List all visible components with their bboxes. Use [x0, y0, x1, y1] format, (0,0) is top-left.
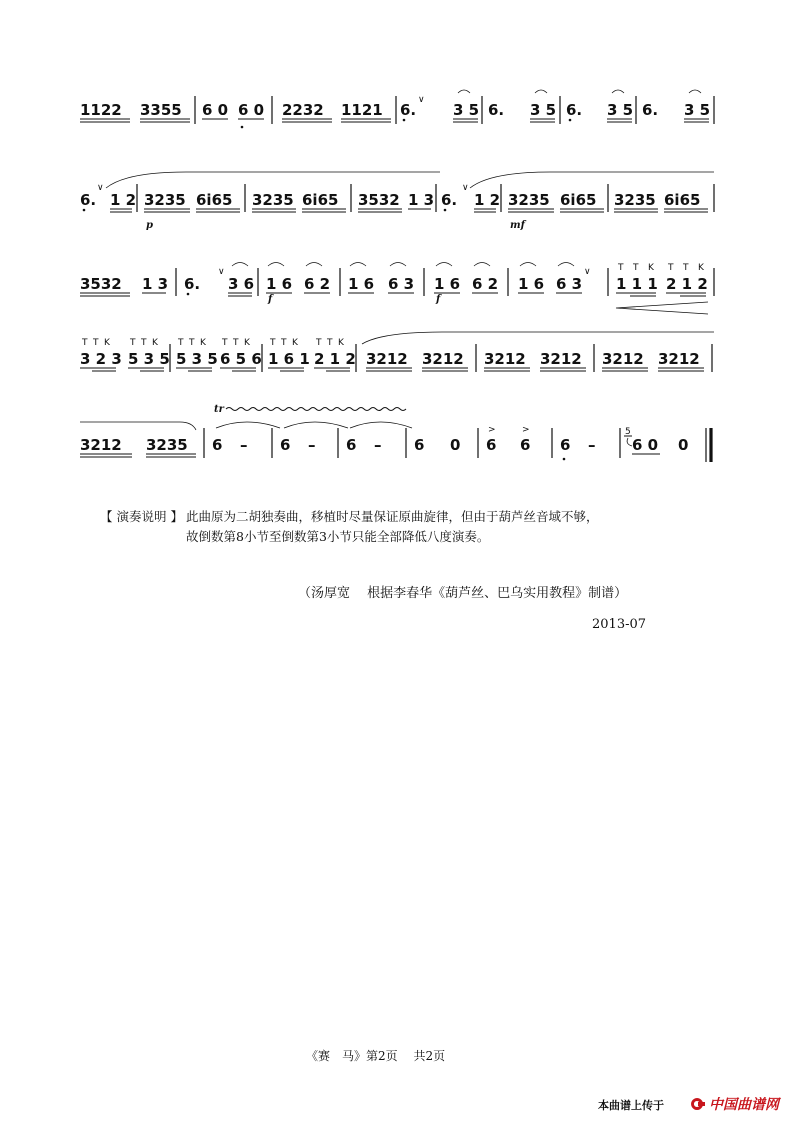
svg-text:2232: 2232 — [282, 101, 324, 119]
svg-text:3 6: 3 6 — [228, 275, 255, 293]
svg-text:K: K — [292, 338, 298, 348]
svg-text:3532: 3532 — [80, 275, 122, 293]
svg-text:K: K — [698, 263, 704, 273]
svg-text:T: T — [178, 338, 184, 348]
svg-text:1 6: 1 6 — [434, 275, 461, 293]
svg-text:T: T — [222, 338, 228, 348]
svg-text:T: T — [618, 263, 624, 273]
svg-text:T: T — [233, 338, 239, 348]
svg-text:2 1 2: 2 1 2 — [666, 275, 708, 293]
svg-text:3235: 3235 — [146, 436, 188, 454]
svg-text:T: T — [189, 338, 195, 348]
svg-text:K: K — [152, 338, 158, 348]
site-brand[interactable] — [688, 1094, 779, 1114]
note-group: 3355 — [140, 101, 182, 119]
svg-text:1 1 1: 1 1 1 — [616, 275, 658, 293]
svg-text:∨: ∨ — [584, 267, 591, 277]
svg-text:T: T — [130, 338, 136, 348]
svg-text:T: T — [141, 338, 147, 348]
dynamic-mark: f — [436, 294, 441, 305]
svg-text:6i65: 6i65 — [560, 191, 597, 209]
svg-text:3212: 3212 — [602, 350, 644, 368]
svg-text:3 2 3: 3 2 3 — [80, 350, 122, 368]
svg-text:3212: 3212 — [80, 436, 122, 454]
dynamic-mark: f — [268, 294, 273, 305]
svg-text:5: 5 — [625, 427, 631, 437]
svg-text:3235: 3235 — [614, 191, 656, 209]
svg-text:1 3: 1 3 — [142, 275, 169, 293]
svg-text:K: K — [104, 338, 110, 348]
svg-text:6: 6 — [486, 436, 497, 454]
svg-text:6 3: 6 3 — [388, 275, 415, 293]
svg-text:1 6: 1 6 — [518, 275, 545, 293]
arranger-credit: （汤厚宽 根据李春华《葫芦丝、巴乌实用教程》制谱） — [298, 586, 628, 601]
score-svg — [0, 0, 792, 470]
svg-text:K: K — [648, 263, 654, 273]
svg-text:6.: 6. — [488, 101, 505, 119]
svg-text:6 5 6: 6 5 6 — [220, 350, 262, 368]
svg-text:3235: 3235 — [508, 191, 550, 209]
score-row-3 — [80, 263, 714, 315]
svg-text:∨: ∨ — [462, 183, 469, 193]
score-row-2 — [80, 172, 714, 231]
svg-text:T: T — [82, 338, 88, 348]
upload-label: 本曲谱上传于 — [598, 1099, 664, 1112]
svg-text:6 0: 6 0 — [238, 101, 265, 119]
arrangement-date: 2013-07 — [592, 617, 647, 632]
svg-text:3212: 3212 — [484, 350, 526, 368]
svg-text:T: T — [668, 263, 674, 273]
svg-text:6 2: 6 2 — [304, 275, 331, 293]
svg-text:6 2: 6 2 — [472, 275, 499, 293]
svg-text:6: 6 — [346, 436, 357, 454]
svg-text:6 0: 6 0 — [632, 436, 659, 454]
score-row-5 — [80, 404, 711, 462]
svg-text:K: K — [244, 338, 250, 348]
svg-text:K: K — [200, 338, 206, 348]
dynamic-mark: p — [146, 220, 153, 231]
svg-text:6.: 6. — [400, 101, 417, 119]
dynamic-mark: mf — [510, 220, 525, 231]
note-group: 1122 — [80, 101, 122, 119]
svg-text:3532: 3532 — [358, 191, 400, 209]
performance-notes — [100, 507, 720, 547]
svg-text:∨: ∨ — [218, 267, 225, 277]
svg-text:6: 6 — [414, 436, 425, 454]
svg-text:3 5: 3 5 — [530, 101, 557, 119]
svg-text:6 0: 6 0 — [202, 101, 229, 119]
svg-text:∨: ∨ — [418, 95, 425, 105]
svg-text:T: T — [316, 338, 322, 348]
svg-text:6i65: 6i65 — [664, 191, 701, 209]
svg-text:–: – — [588, 436, 596, 454]
svg-text:∨: ∨ — [97, 183, 104, 193]
svg-text:–: – — [240, 436, 248, 454]
svg-text:1 6 1: 1 6 1 — [268, 350, 310, 368]
svg-text:1 6: 1 6 — [348, 275, 375, 293]
svg-text:2 1 2: 2 1 2 — [314, 350, 356, 368]
svg-text:–: – — [374, 436, 382, 454]
svg-text:T: T — [633, 263, 639, 273]
svg-text:6i65: 6i65 — [196, 191, 233, 209]
svg-text:T: T — [683, 263, 689, 273]
svg-text:1 2: 1 2 — [110, 191, 137, 209]
svg-text:T: T — [281, 338, 287, 348]
svg-text:3 5: 3 5 — [453, 101, 480, 119]
svg-text:T: T — [93, 338, 99, 348]
svg-text:6: 6 — [280, 436, 291, 454]
svg-text:6.: 6. — [566, 101, 583, 119]
trill-mark: tr — [214, 404, 224, 415]
svg-text:K: K — [338, 338, 344, 348]
svg-text:–: – — [308, 436, 316, 454]
svg-text:5 3 5: 5 3 5 — [176, 350, 218, 368]
score-row-4 — [80, 332, 714, 372]
svg-text:3 5: 3 5 — [607, 101, 634, 119]
svg-text:>: > — [522, 425, 530, 435]
svg-text:6.: 6. — [441, 191, 458, 209]
svg-text:3212: 3212 — [366, 350, 408, 368]
svg-text:3235: 3235 — [252, 191, 294, 209]
svg-text:6: 6 — [560, 436, 571, 454]
svg-text:1 3: 1 3 — [408, 191, 435, 209]
svg-text:6: 6 — [212, 436, 223, 454]
svg-text:3212: 3212 — [422, 350, 464, 368]
svg-text:3 5: 3 5 — [684, 101, 711, 119]
notes-line-1: 此曲原为二胡独奏曲，移植时尽量保证原曲旋律，但由于葫芦丝音域不够， — [186, 509, 599, 524]
svg-text:3212: 3212 — [540, 350, 582, 368]
score-row-1 — [80, 90, 714, 128]
svg-text:3235: 3235 — [144, 191, 186, 209]
svg-text:6.: 6. — [80, 191, 97, 209]
svg-text:0: 0 — [678, 436, 689, 454]
svg-text:>: > — [488, 425, 496, 435]
svg-text:1 6: 1 6 — [266, 275, 293, 293]
svg-text:6: 6 — [520, 436, 531, 454]
notes-label: 【 演奏说明 】 — [100, 509, 183, 524]
svg-text:0: 0 — [450, 436, 461, 454]
svg-text:6.: 6. — [184, 275, 201, 293]
svg-text:T: T — [270, 338, 276, 348]
site-logo-icon — [688, 1097, 706, 1111]
svg-text:6 3: 6 3 — [556, 275, 583, 293]
site-name: 中国曲谱网 — [709, 1097, 779, 1113]
svg-text:T: T — [327, 338, 333, 348]
svg-text:5 3 5: 5 3 5 — [128, 350, 170, 368]
notes-line-2: 故倒数第8小节至倒数第3小节只能全部降低八度演奏。 — [186, 529, 490, 544]
svg-text:1121: 1121 — [341, 101, 383, 119]
svg-text:6i65: 6i65 — [302, 191, 339, 209]
svg-text:3212: 3212 — [658, 350, 700, 368]
svg-text:6.: 6. — [642, 101, 659, 119]
svg-text:1 2: 1 2 — [474, 191, 501, 209]
page-footer: 《赛 马》第2页 共2页 — [306, 1049, 446, 1063]
jianpu-score — [0, 0, 792, 470]
